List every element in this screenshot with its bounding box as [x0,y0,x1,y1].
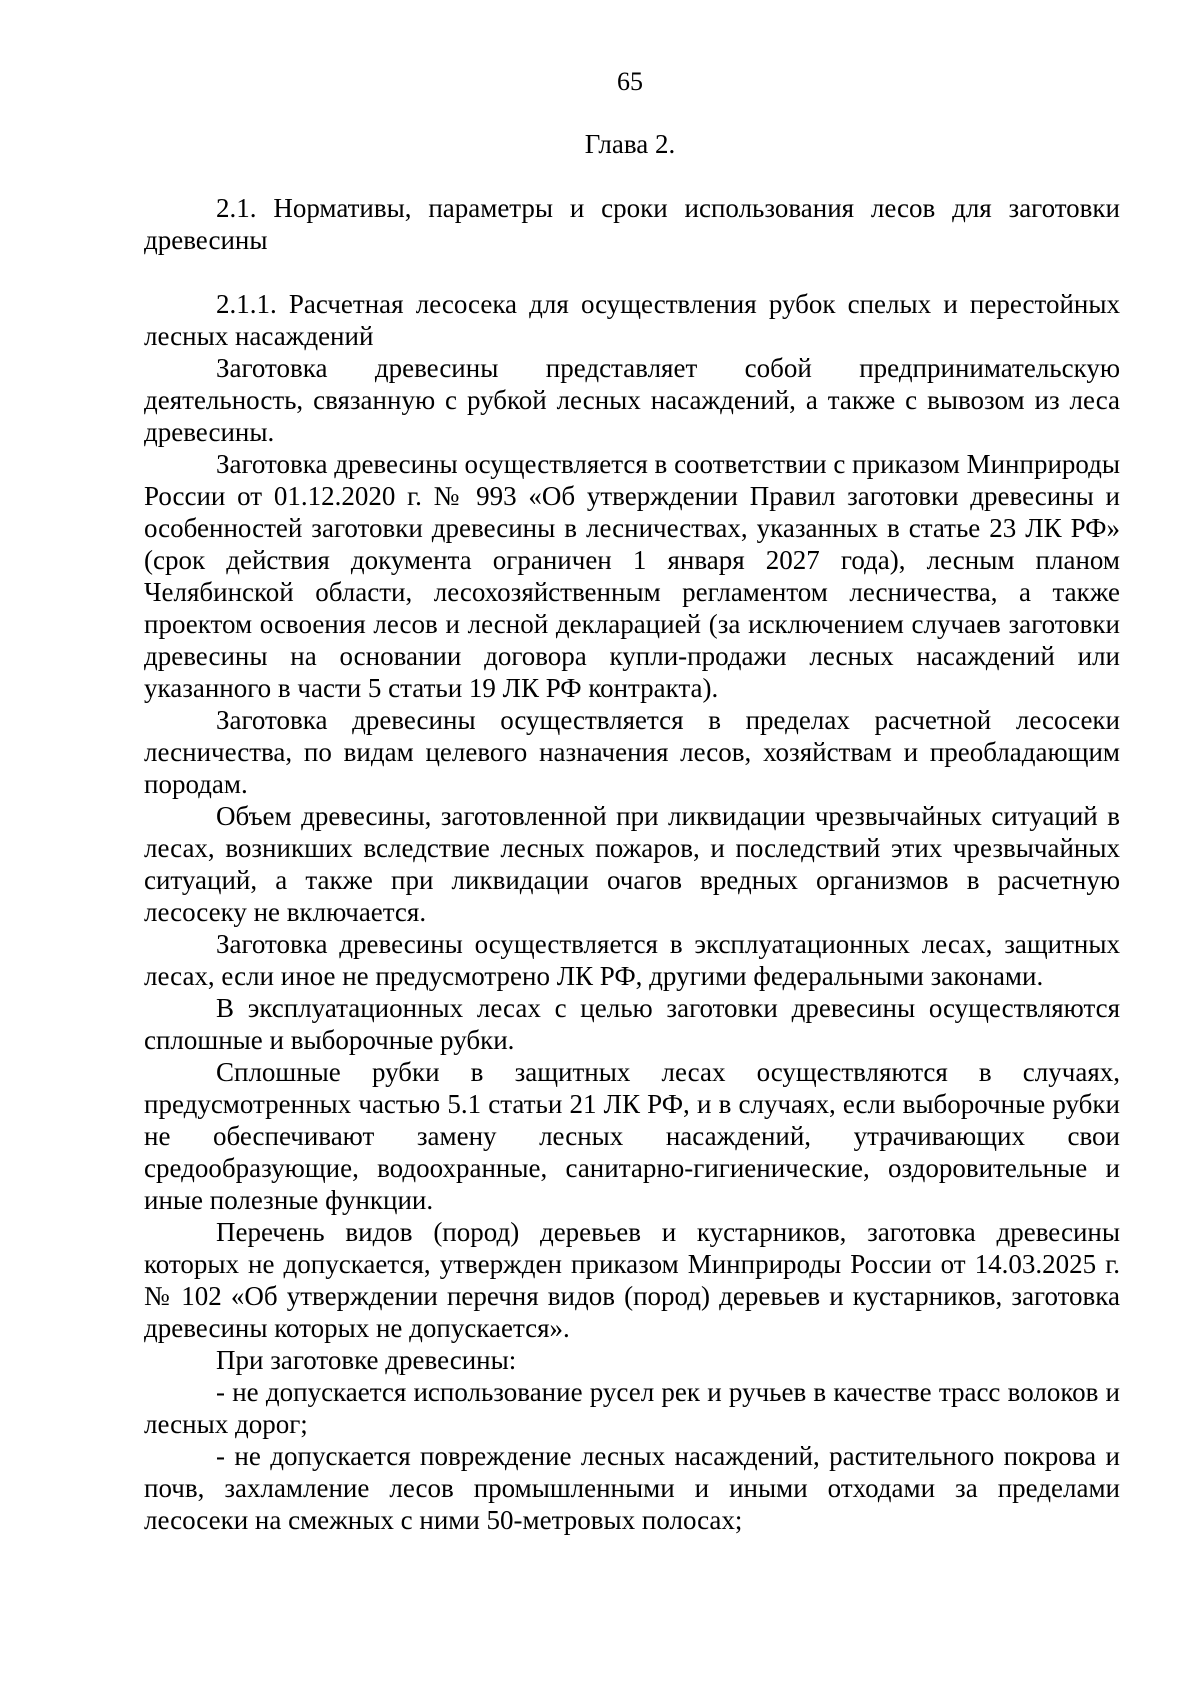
paragraph: Объем древесины, заготовленной при ликвидации чрезвычайных ситуаций в лесах, возникших вследствие лесных пожаров, и последствий этих чрезвычайных ситуаций, а также при ликвидации очагов вредных организмов в расчетную лесосеку не включается. [144,801,1120,927]
chapter-title: Глава 2. [584,129,676,159]
subsection-heading: 2.1.1. Расчетная лесосека для осуществления рубок спелых и перестойных лесных насаждений [144,289,1120,351]
paragraph: Заготовка древесины осуществляется в пределах расчетной лесосеки лесничества, по видам целевого назначения лесов, хозяйствам и преобладающим породам. [144,705,1120,799]
paragraph: Сплошные рубки в защитных лесах осуществляются в случаях, предусмотренных частью 5.1 статьи 21 ЛК РФ, и в случаях, если выборочные рубки не обеспечивают замену лесных насаждений, утрачивающих свои средообразующие, водоохранные, санитарно-гигиенические, оздоровительные и иные полезные функции. [144,1057,1120,1215]
paragraph: В эксплуатационных лесах с целью заготовки древесины осуществляются сплошные и выборочные рубки. [144,993,1120,1055]
section-heading: 2.1. Нормативы, параметры и сроки использования лесов для заготовки древесины [144,193,1120,255]
list-item: - не допускается использование русел рек и ручьев в качестве трасс волоков и лесных дорог; [144,1377,1120,1439]
document-body [144,192,1120,1536]
list-item: - не допускается повреждение лесных насаждений, растительного покрова и почв, захламление лесов промышленными и иными отходами за пределами лесосеки на смежных с ними 50-метровых полосах; [144,1441,1120,1535]
paragraph: Заготовка древесины представляет собой предпринимательскую деятельность, связанную с рубкой лесных насаждений, а также с вывозом из леса древесины. [144,353,1120,447]
paragraph: Заготовка древесины осуществляется в соответствии с приказом Минприроды России от 01.12.2020 г. № 993 «Об утверждении Правил заготовки древесины и особенностей заготовки древесины в лесничествах, указанных в статье 23 ЛК РФ» (срок действия документа ограничен 1 января 2027 года), лесным планом Челябинской области, лесохозяйственным регламентом лесничества, а также проектом освоения лесов и лесной декларацией (за исключением случаев заготовки древесины на основании договора купли-продажи лесных насаждений или указанного в части 5 статьи 19 ЛК РФ контракта). [144,449,1120,703]
paragraph: При заготовке древесины: [216,1345,517,1375]
paragraph: Заготовка древесины осуществляется в эксплуатационных лесах, защитных лесах, если иное не предусмотрено ЛК РФ, другими федеральными законами. [144,929,1120,991]
paragraph: Перечень видов (пород) деревьев и кустарников, заготовка древесины которых не допускается, утвержден приказом Минприроды России от 14.03.2025 г. № 102 «Об утверждении перечня видов (пород) деревьев и кустарников, заготовка древесины которых не допускается». [144,1217,1120,1343]
page-number: 65 [617,67,643,96]
